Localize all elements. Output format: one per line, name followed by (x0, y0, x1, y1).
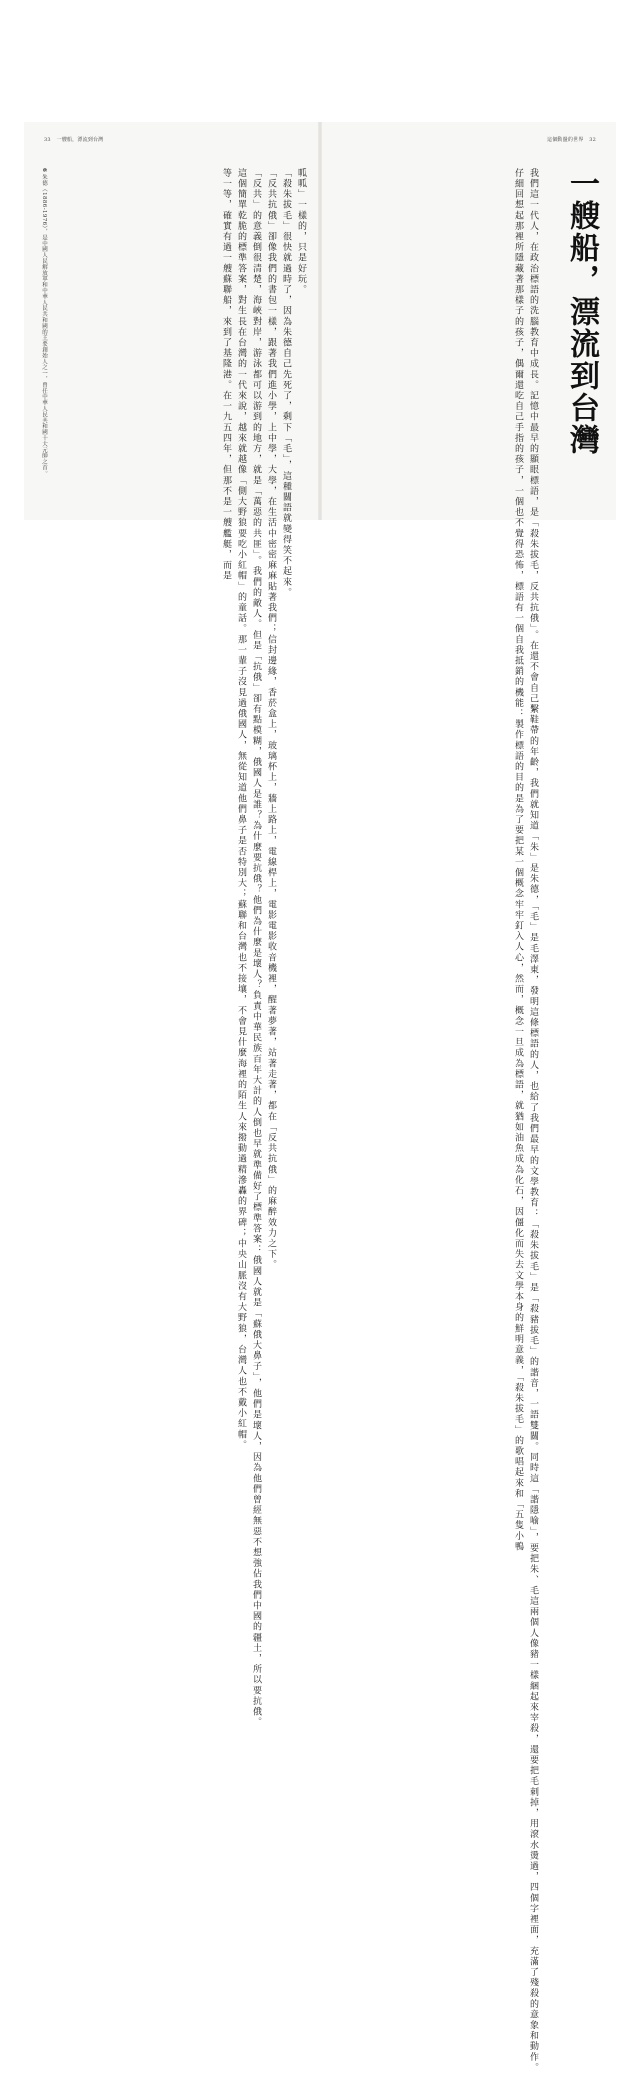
book-spread (24, 122, 616, 2073)
page-number-right: 32 (589, 137, 596, 143)
chapter-title: 一艘船，漂流到台灣 (564, 168, 599, 456)
left-page (24, 122, 320, 1728)
page-number-left: 33 (44, 137, 51, 143)
running-head-left (40, 136, 103, 143)
running-head-right (547, 136, 600, 143)
footnote (40, 168, 48, 477)
running-head-title-left: 一艘船，漂流到台灣 (56, 137, 104, 143)
body-text-right: 我們這一代人，在政治標語的洗腦教育中成長。記憶中最早的顯眼標語，是「殺朱拔毛，反共抗俄」。在還不會自己繫鞋帶的年齡，我們就知道「朱」是朱德，「毛」是毛澤東，發明這條標語的人，也給了我們最早的文學教育：「殺朱拔毛」是「殺豬拔毛」的諧音，一語雙關。同時這「諧隱喻」，要把朱、毛這兩個人像豬一樣綑起來宰殺，還要把毛刺掉，用滾水燙過，四個字裡面，充滿了殘殺的意象和動作。 仔細回想起那裡所隱藏著那樣子的孩子，偶爾還吃自己手指的孩子，一個也不覺得恐怖，標語有一個自我抵銷的機能：製作標語的目的是為了要把某一個概念牢牢釘入人心，然而，概念一旦成為標語，就猶如油魚成為化石，因僵化而失去文學本身的鮮明意義，「殺朱拔毛」的歌唱起來和「五隻小鴨 (513, 168, 538, 2073)
running-head-title-right: 這個動盪的世界 (547, 137, 584, 143)
body-text-left: 呱呱」一樣的，只是好玩。 「殺朱拔毛」很快就過時了，因為朱德自己先死了，剩下「毛」，這種關語就變得笑不起來。 「反共抗俄」卻像我們的書包一樣，跟著我們進小學，上中學，大學，在生活中密密麻麻貼著我們；信封邊緣，香菸盒上，玻璃杯上，牆上路上，電線桿上，電影電影收音機裡，醒著夢著，站著走著，都在「反共抗俄」的麻醉效力之下。 「反共」的意義倒很清楚，海峽對岸，游泳都可以游到的地方，就是「萬惡的共匪」。我們的敵人。但是「抗俄」卻有點模糊，俄國人是誰？為什麼要抗俄？他們為什麼是壞人？負責中華民族百年大計的人倒也早就準備好了標準答案：俄國人就是「蘇俄大鼻子」，他們是壞人，因為他們曾經無惡不想強佔我們中國的疆土，所以要抗俄。 這個簡單乾脆的標準答案，對生長在台灣的一代來說，越來就越像「側大野狼要吃小紅帽」的童話。那一輩子沒見過俄國人，無從知道他們鼻子是否特別大；蘇聯和台灣也不接壤，不會見什麼海裡的陌生人來撥動過精滲轟的界碑；中央山脈沒有大野狼，台灣人也不戴小紅帽。 等一等，確實有過一艘蘇聯船，來到了基隆港。在一九五四年，但那不是一艘艦艇，而是 (221, 168, 306, 1728)
footnote-text: 朱德（1886-1976），是中國人民解放軍和中華人民共和國的主要創始人之一，曾任中華人民共和國十大元帥之首。 (41, 174, 47, 477)
right-page (320, 122, 616, 2073)
footnote-number: 6 (41, 168, 47, 173)
